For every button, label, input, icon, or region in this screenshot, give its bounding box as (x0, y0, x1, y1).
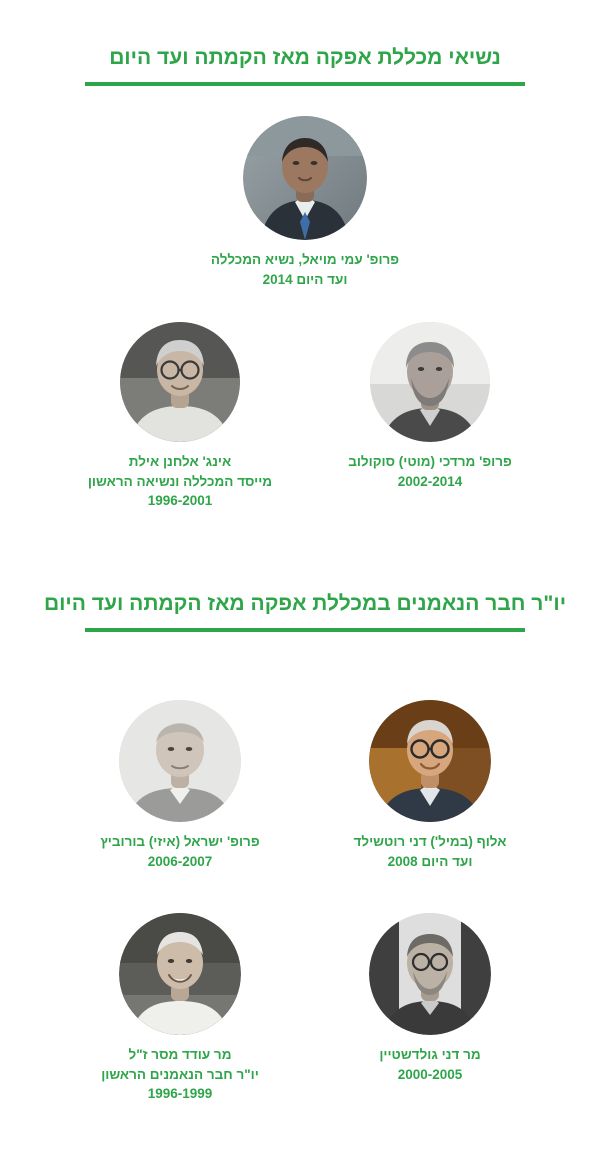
person-caption (305, 832, 555, 871)
person-caption (55, 832, 305, 871)
presidents-title-line-1: נשיאי מכללת אפקה מאז הקמתה ועד היום (109, 46, 501, 69)
person-years: 2000-2005 (397, 1066, 463, 1082)
person-caption (55, 452, 305, 511)
person-caption (0, 250, 610, 289)
portrait-elhanan-eilat (120, 322, 240, 442)
person-name: אינג' אלחנן אילת (128, 454, 232, 469)
presidents-row (0, 322, 610, 511)
person-role: מייסד המכללה ונשיאה הראשון (87, 473, 273, 489)
person-years: 1996-2001 (147, 493, 213, 509)
person-name: פרופ' עמי מויאל, נשיא המכללה (210, 252, 400, 267)
person-card (55, 322, 305, 511)
person-card (305, 700, 555, 871)
trustees-section-header (0, 590, 610, 632)
person-card (55, 700, 305, 871)
trustees-row-2 (0, 913, 610, 1104)
person-name: אלוף (במיל') דני רוטשילד (353, 834, 507, 849)
person-card (305, 322, 555, 491)
person-name: פרופ' ישראל (איזי) בורוביץ (100, 834, 260, 849)
portrait-motti-sokolov (370, 322, 490, 442)
president-main-block (0, 116, 610, 289)
presidents-section-header (0, 44, 610, 86)
portrait-oded-messer (119, 913, 241, 1035)
presidents-title-rule (85, 82, 525, 86)
person-years: 2008 ועד היום (387, 853, 473, 869)
trustees-title (0, 590, 610, 618)
person-caption (305, 1045, 555, 1084)
person-card (0, 116, 610, 289)
person-name: מר עודד מסר ז"ל (128, 1047, 232, 1062)
portrait-israel-borovich (119, 700, 241, 822)
person-caption (55, 1045, 305, 1104)
person-years: 2002-2014 (397, 473, 463, 489)
trustees-title-line-1: יו"ר חבר הנאמנים במכללת אפקה (250, 592, 567, 615)
portrait-ami-moyal (243, 116, 367, 240)
trustees-row-1 (0, 700, 610, 871)
person-caption (305, 452, 555, 491)
person-card (305, 913, 555, 1084)
person-years: 2014 ועד היום (262, 271, 348, 287)
person-name: מר דני גולדשטיין (379, 1047, 481, 1062)
person-card (55, 913, 305, 1104)
trustees-title-rule (85, 628, 525, 632)
portrait-danny-rothschild (369, 700, 491, 822)
portrait-danny-goldstein (369, 913, 491, 1035)
person-years: 1996-1999 (147, 1086, 213, 1102)
person-name: פרופ' מרדכי (מוטי) סוקולוב (348, 454, 512, 469)
person-years: 2006-2007 (147, 853, 213, 869)
trustees-title-line-2: מאז הקמתה ועד היום (43, 592, 245, 615)
person-role: יו"ר חבר הנאמנים הראשון (101, 1066, 259, 1082)
presidents-title (0, 44, 610, 72)
